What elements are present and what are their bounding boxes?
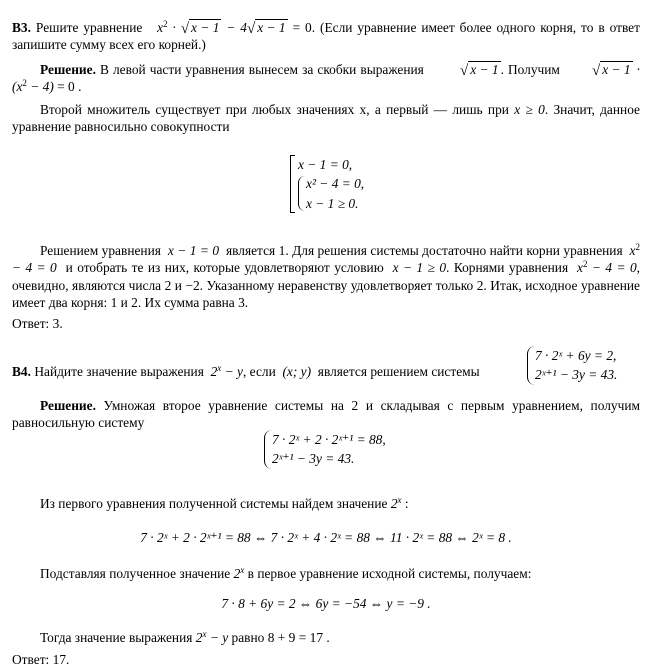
system-row: 2ˣ⁺¹ − 3y = 43. bbox=[535, 367, 618, 383]
system-row: 7 · 2ˣ + 6y = 2, bbox=[535, 348, 617, 363]
curly-brace bbox=[298, 176, 305, 211]
set-row: x − 1 ≥ 0. bbox=[306, 195, 359, 211]
b4-chain1: 7 · 2ˣ + 2 · 2ˣ⁺¹ = 88 ⇔ 7 · 2ˣ + 4 · 2ˣ = 88 ⇔ 11 · 2ˣ = 88 ⇔ 2ˣ = 8 . bbox=[140, 530, 512, 545]
b4-final: Тогда значение выражения $2^x - y$ равно 8 + 9 = 17 . bbox=[40, 629, 330, 645]
b3-second-para: Второй множитель существует при любых значениях x, а первый — лишь при x ≥ 0. Значит, данное уравнение равносильно совокупности bbox=[12, 102, 640, 134]
b3-answer: Ответ: 3. bbox=[12, 316, 63, 331]
system-row: 2ˣ⁺¹ − 3y = 43. bbox=[272, 451, 355, 467]
square-bracket bbox=[290, 155, 295, 213]
b3-factor: √ x − 1 bbox=[459, 62, 499, 79]
b3-solution bbox=[12, 62, 640, 96]
b3-task-note: . (Если уравнение имеет более одного корня, то в ответ запишите сумму всех его корней.) bbox=[12, 20, 640, 52]
b3-equation: $x^2$ · √ x − 1 − 4√ x − 1 = 0 bbox=[157, 19, 312, 37]
b3-task-text: Решите уравнение bbox=[35, 20, 143, 35]
set-row: x² − 4 = 0, bbox=[306, 176, 365, 192]
b3-solution-get: . Получим bbox=[500, 62, 560, 77]
b4-find: Из первого уравнения полученной системы найдем значение 2$^x$ : bbox=[40, 495, 409, 511]
b3-condition: x ≥ 0 bbox=[514, 102, 545, 117]
b3-solution-label: Решение. bbox=[40, 62, 96, 77]
curly-brace bbox=[527, 346, 535, 385]
set-row: x − 1 = 0, bbox=[298, 157, 353, 172]
b4-label: В4. bbox=[12, 364, 31, 379]
b3-third-para: Решением уравнения x − 1 = 0 является 1. Для решения системы достаточно найти корни уравнения $x^2 - 4 = 0$ и отобрать те из них, которые удовлетворяют условию x − 1 ≥ 0. Корнями уравнения $x^2 - 4 = 0$, очевидно, являются числа 2 и −2. Указанному неравенству удовлетворяет только 2. Итак, исходное уравнение имеет два корня: 1 и 2. Их сумма равна 3. bbox=[12, 242, 641, 311]
b3-set bbox=[290, 155, 364, 213]
b4-answer: Ответ: 17. bbox=[12, 652, 70, 667]
system-row: 7 · 2ˣ + 2 · 2ˣ⁺¹ = 88, bbox=[272, 432, 386, 447]
curly-brace bbox=[264, 430, 272, 469]
b4-system bbox=[527, 346, 617, 385]
b3-task bbox=[12, 20, 640, 54]
b3-label: В3. bbox=[12, 20, 31, 35]
b4-solution: Решение. Умножая второе уравнение системы на 2 и складывая с первым уравнением, получим равносильную систему bbox=[12, 398, 640, 430]
b4-system2 bbox=[264, 430, 386, 469]
b3-solution-text: В левой части уравнения вынесем за скобки выражения bbox=[99, 62, 424, 77]
b4-chain2: 7 · 8 + 6y = 2 ⇔ 6y = −54 ⇔ y = −9 . bbox=[221, 596, 431, 611]
b4-subst: Подставляя полученное значение 2$^x$ в первое уравнение исходной системы, получаем: bbox=[40, 565, 532, 581]
b3-factored: √ $x - 1 \cdot (x^2 - 4) = 0$ . bbox=[12, 62, 640, 94]
